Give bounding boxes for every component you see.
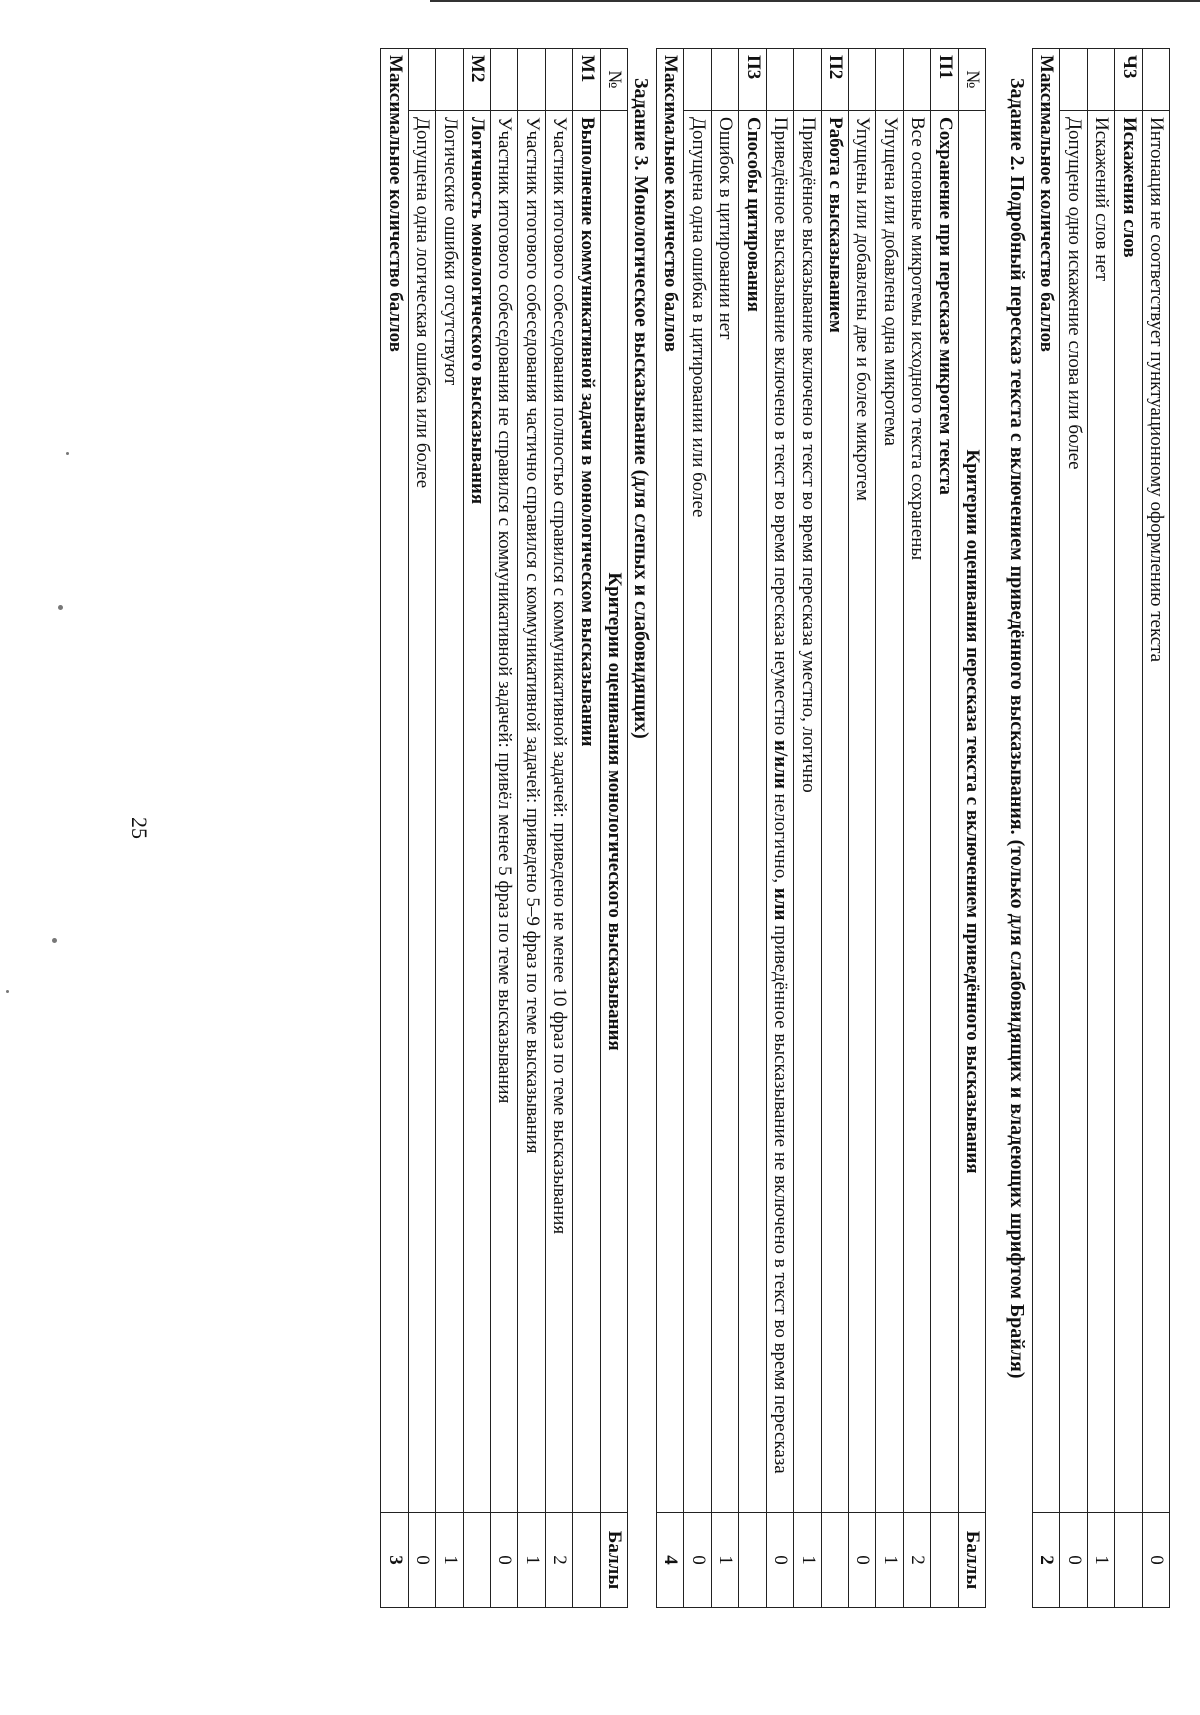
scan-speck xyxy=(6,990,9,993)
retelling-criteria-table xyxy=(656,48,986,1608)
max-score-label: Максимальное количество баллов xyxy=(381,49,408,1513)
criterion-text: Упущены или добавлены две и более микротем xyxy=(848,111,875,1513)
table-header-row xyxy=(600,49,627,1608)
criterion-score xyxy=(1115,1513,1142,1608)
criterion-score: 1 xyxy=(518,1513,545,1608)
scan-speck xyxy=(52,938,57,943)
criterion-text: Допущено одно искажение слова или более xyxy=(1060,111,1087,1513)
table-row xyxy=(876,49,903,1608)
criterion-text: Приведённое высказывание включено в текст во время пересказа неуместно и/или нелогично, или приведённое высказывание не включено в текст во время пересказа xyxy=(766,111,793,1513)
monologue-criteria-table xyxy=(380,48,628,1608)
criterion-code: М1 xyxy=(573,49,600,111)
criterion-score: 0 xyxy=(408,1513,435,1608)
header-criteria: Критерии оценивания монологического высказывания xyxy=(600,111,627,1513)
max-score-label: Максимальное количество баллов xyxy=(657,49,684,1513)
header-score: Баллы xyxy=(958,1513,985,1608)
criterion-score: 0 xyxy=(766,1513,793,1608)
task3-caption: Задание 3. Монологическое высказывание (для слепых и слабовидящих) xyxy=(630,78,653,739)
table-row xyxy=(436,49,463,1608)
criterion-title: Работа с высказыванием xyxy=(821,111,848,1513)
criterion-text: Упущена или добавлена одна микротема xyxy=(876,111,903,1513)
rotated-page-content xyxy=(60,48,1170,1608)
criterion-text: Приведённое высказывание включено в текст во время пересказа уместно, логично xyxy=(794,111,821,1513)
criterion-score: 0 xyxy=(684,1513,711,1608)
criterion-text: Логические ошибки отсутствуют xyxy=(436,111,463,1513)
criterion-score: 1 xyxy=(1087,1513,1114,1608)
criterion-title: Способы цитирования xyxy=(739,111,766,1513)
criterion-code: П3 xyxy=(739,49,766,111)
criterion-text: Допущена одна ошибка в цитировании или более xyxy=(684,111,711,1513)
table-row xyxy=(491,49,518,1608)
task2-caption: Задание 2. Подробный пересказ текста с включением приведённого высказывания. (только для слабовидящих и владеющих шрифтом Брайля) xyxy=(1005,78,1028,1379)
table-row xyxy=(848,49,875,1608)
max-score-row xyxy=(657,49,684,1608)
criterion-score: 2 xyxy=(903,1513,930,1608)
criterion-title: Логичность монологического высказывания xyxy=(463,111,490,1513)
table-row xyxy=(1087,49,1114,1608)
criterion-code: М2 xyxy=(463,49,490,111)
criterion-text: Участник итогового собеседования полностью справился с коммуникативной задачей: приведено не менее 10 фраз по теме высказывания xyxy=(545,111,572,1513)
table-row xyxy=(1060,49,1087,1608)
max-score-row xyxy=(381,49,408,1608)
criterion-text: Ошибок в цитировании нет xyxy=(711,111,738,1513)
table-row xyxy=(545,49,572,1608)
criterion-group-row xyxy=(931,49,958,1608)
criterion-text: Все основные микротемы исходного текста сохранены xyxy=(903,111,930,1513)
scan-edge-line xyxy=(430,0,1200,2)
criterion-score: 1 xyxy=(794,1513,821,1608)
criterion-code: П2 xyxy=(821,49,848,111)
criterion-text: Допущена одна логическая ошибка или более xyxy=(408,111,435,1513)
max-score-label: Максимальное количество баллов xyxy=(1032,49,1059,1513)
max-score-value: 3 xyxy=(381,1513,408,1608)
table-row xyxy=(711,49,738,1608)
max-score-value: 2 xyxy=(1032,1513,1059,1608)
criterion-score: 0 xyxy=(491,1513,518,1608)
table-header-row xyxy=(958,49,985,1608)
header-criteria: Критерии оценивания пересказа текста с включением приведённого высказывания xyxy=(958,111,985,1513)
criterion-title: Искажения слов xyxy=(1115,111,1142,1513)
header-number: № xyxy=(600,49,627,111)
table-row xyxy=(408,49,435,1608)
header-number: № xyxy=(958,49,985,111)
criterion-group-row xyxy=(739,49,766,1608)
table-row xyxy=(766,49,793,1608)
table-row xyxy=(684,49,711,1608)
criterion-score: 1 xyxy=(876,1513,903,1608)
table-row xyxy=(1142,49,1169,1608)
table-row xyxy=(794,49,821,1608)
criterion-score: 0 xyxy=(1142,1513,1169,1608)
criterion-title: Выполнение коммуникативной задачи в монологическом высказывании xyxy=(573,111,600,1513)
criterion-score: 2 xyxy=(545,1513,572,1608)
page-number: 25 xyxy=(127,817,152,839)
table-row xyxy=(518,49,545,1608)
criterion-text: Искажений слов нет xyxy=(1087,111,1114,1513)
criterion-score: 0 xyxy=(848,1513,875,1608)
criterion-score: 0 xyxy=(1060,1513,1087,1608)
max-score-row xyxy=(1032,49,1059,1608)
table-row xyxy=(903,49,930,1608)
header-score: Баллы xyxy=(600,1513,627,1608)
criterion-group-row xyxy=(573,49,600,1608)
max-score-value: 4 xyxy=(657,1513,684,1608)
table-row xyxy=(1115,49,1142,1608)
criterion-title: Сохранение при пересказе микротем текста xyxy=(931,111,958,1513)
criterion-group-row xyxy=(821,49,848,1608)
criterion-score: 1 xyxy=(711,1513,738,1608)
criterion-text: Участник итогового собеседования не справился с коммуникативной задачей: привёл менее 5 фраз по теме высказывания xyxy=(491,111,518,1513)
criterion-group-row xyxy=(463,49,490,1608)
criterion-code xyxy=(1142,49,1169,111)
criterion-code: Ч3 xyxy=(1115,49,1142,111)
criterion-text: Участник итогового собеседования частично справился с коммуникативной задачей: приведено 5–9 фраз по теме высказывания xyxy=(518,111,545,1513)
criterion-text: Интонация не соответствует пунктуационному оформлению текста xyxy=(1142,111,1169,1513)
criterion-score: 1 xyxy=(436,1513,463,1608)
criterion-code: П1 xyxy=(931,49,958,111)
reading-criteria-table xyxy=(1032,48,1170,1608)
